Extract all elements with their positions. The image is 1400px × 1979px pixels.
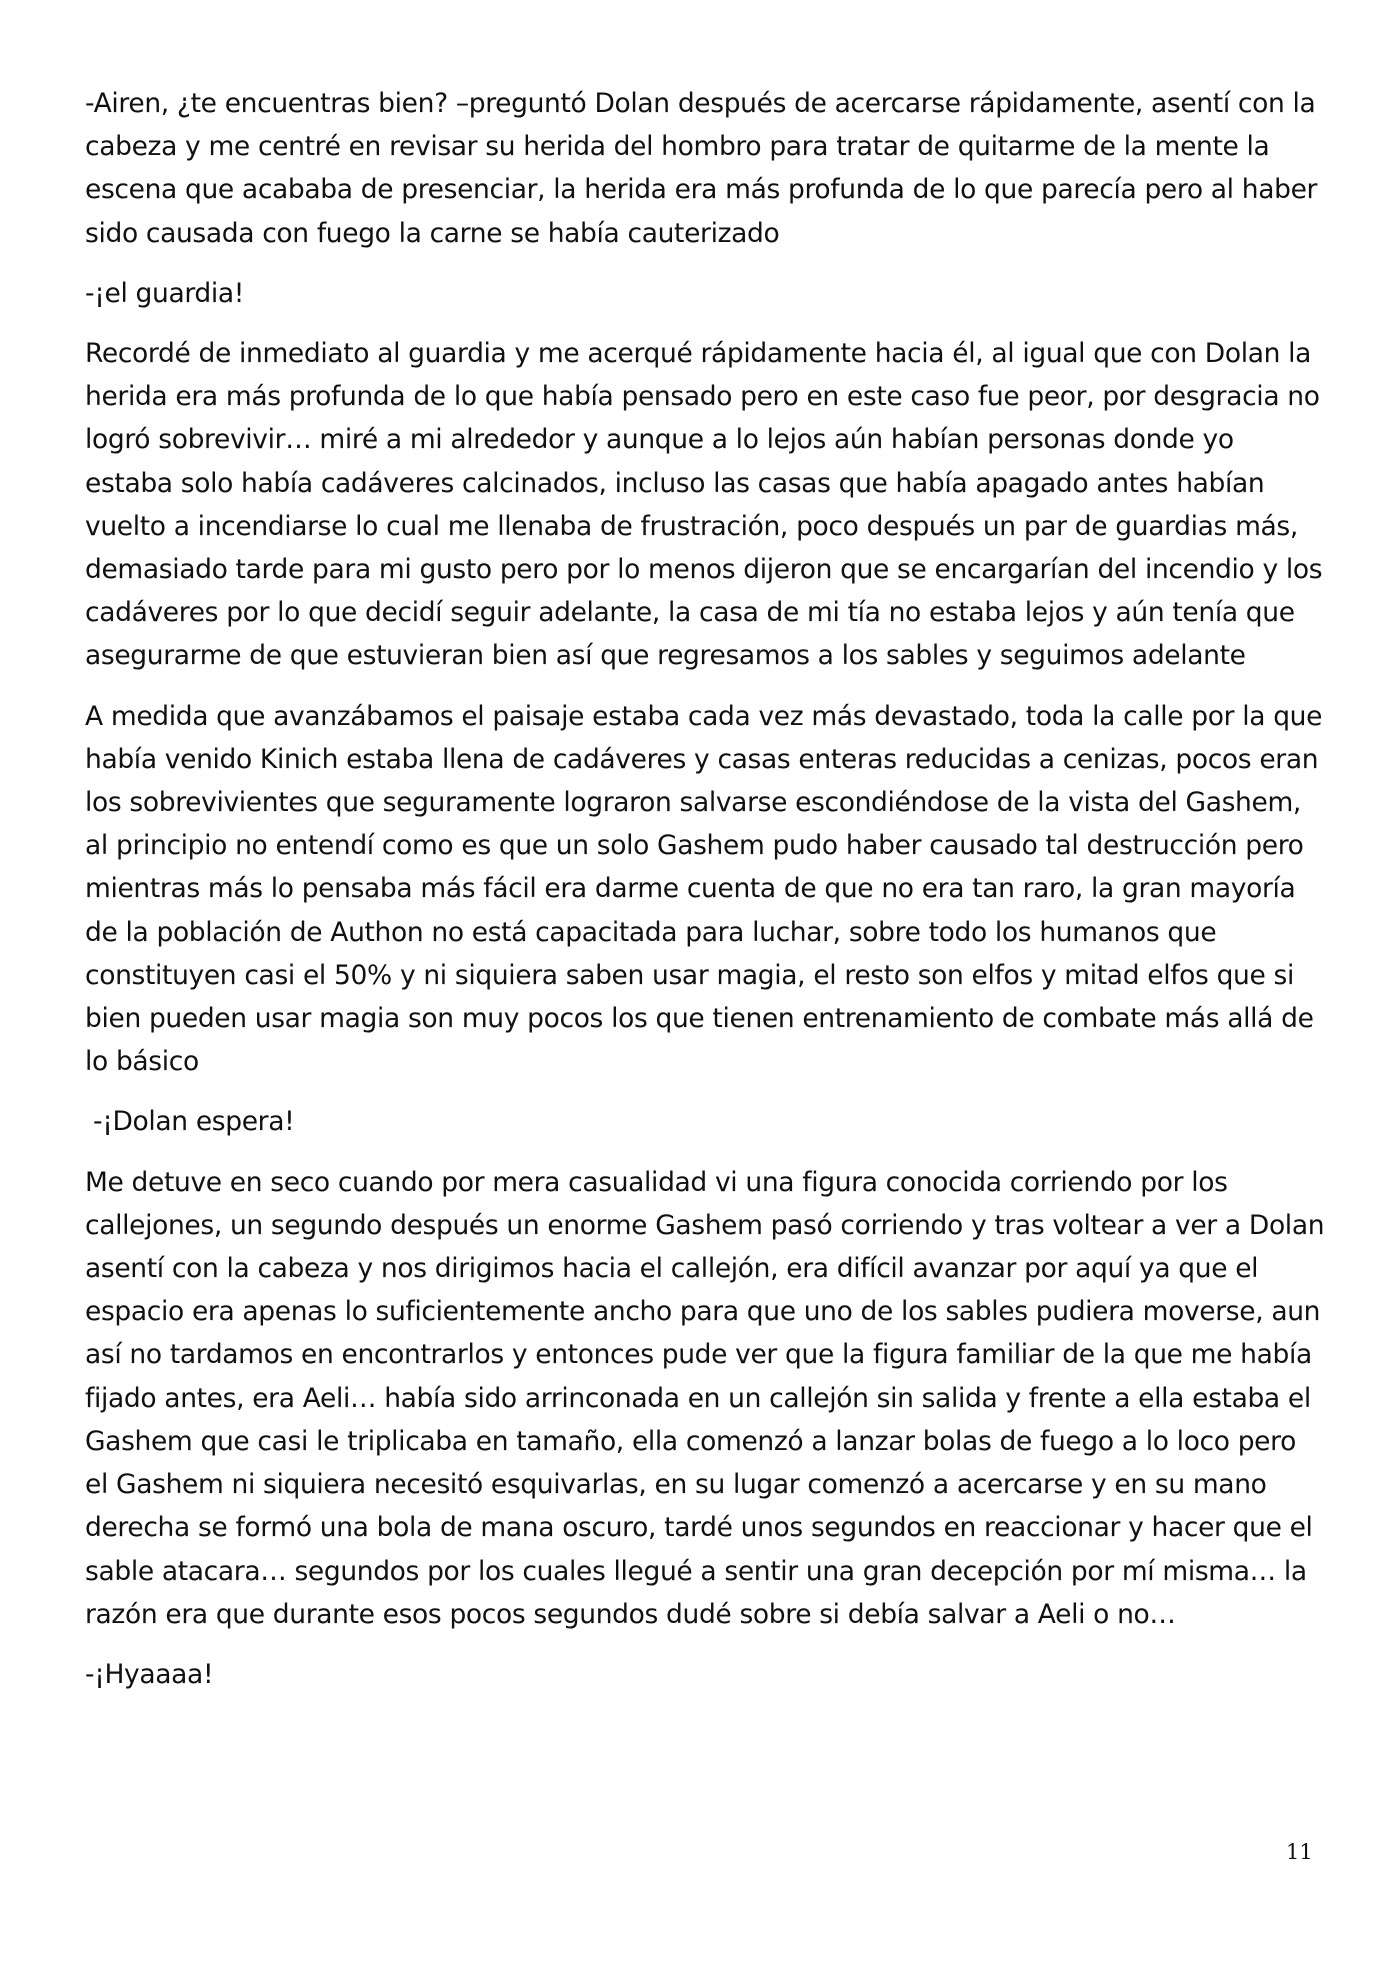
dialogue-dolan-espera: -¡Dolan espera!	[93, 1106, 295, 1138]
dialogue-hyaaaa: -¡Hyaaaa!	[85, 1658, 214, 1690]
paragraph-guard-recollection: Recordé de inmediato al guardia y me acerqué rápidamente hacia él, al igual que con Dolan la herida era más profunda de lo que había pensado pero en este caso fue peor, por desgracia no logró sobrevivir… miré a mi alrededor y aunque a lo lejos aún habían personas donde yo estaba solo había cadáveres calcinados, incluso las casas que había apagado antes habían vuelto a incendiarse lo cual me llenaba de frustración, poco después un par de guardias más, demasiado tarde para mi gusto pero por lo menos dijeron que se encargarían del incendio y los cadáveres por lo que decidí seguir adelante, la casa de mi tía no estaba lejos y aún tenía que asegurarme de que estuvieran bien así que regresamos a los sables y seguimos adelante	[85, 338, 1323, 672]
paragraph-airen-question: -Airen, ¿te encuentras bien? –preguntó Dolan después de acercarse rápidamente, asentí con la cabeza y me centré en revisar su herida del hombro para tratar de quitarme de la mente la escena que acababa de presenciar, la herida era más profunda de lo que parecía pero al haber sido causada con fuego la carne se había cauterizado	[85, 88, 1318, 249]
paragraph-devastated-landscape: A medida que avanzábamos el paisaje estaba cada vez más devastado, toda la calle por la que había venido Kinich estaba llena de cadáveres y casas enteras reducidas a cenizas, pocos eran los sobrevivientes que seguramente lograron salvarse escondiéndose de la vista del Gashem, al principio no entendí como es que un solo Gashem pudo haber causado tal destrucción pero mientras más lo pensaba más fácil era darme cuenta de que no era tan raro, la gran mayoría de la población de Authon no está capacitada para luchar, sobre todo los humanos que constituyen casi el 50% y ni siquiera saben usar magia, el resto son elfos y mitad elfos que si bien pueden usar magia son muy pocos los que tienen entrenamiento de combate más allá de lo básico	[85, 700, 1323, 1078]
document-body	[85, 82, 1325, 1713]
dialogue-el-guardia: -¡el guardia!	[85, 277, 245, 309]
paragraph-alley-encounter: Me detuve en seco cuando por mera casualidad vi una figura conocida corriendo por los callejones, un segundo después un enorme Gashem pasó corriendo y tras voltear a ver a Dolan asentí con la cabeza y nos dirigimos hacia el callejón, era difícil avanzar por aquí ya que el espacio era apenas lo suficientemente ancho para que uno de los sables pudiera moverse, aun así no tardamos en encontrarlos y entonces pude ver que la figura familiar de la que me había fijado antes, era Aeli… había sido arrinconada en un callejón sin salida y frente a ella estaba el Gashem que casi le triplicaba en tamaño, ella comenzó a lanzar bolas de fuego a lo loco pero el Gashem ni siquiera necesitó esquivarlas, en su lugar comenzó a acercarse y en su mano derecha se formó una bola de mana oscuro, tardé unos segundos en reaccionar y hacer que el sable atacara… segundos por los cuales llegué a sentir una gran decepción por mí misma… la razón era que durante esos pocos segundos dudé sobre si debía salvar a Aeli o no…	[85, 1166, 1325, 1630]
page-number: 11	[1286, 1840, 1313, 1864]
